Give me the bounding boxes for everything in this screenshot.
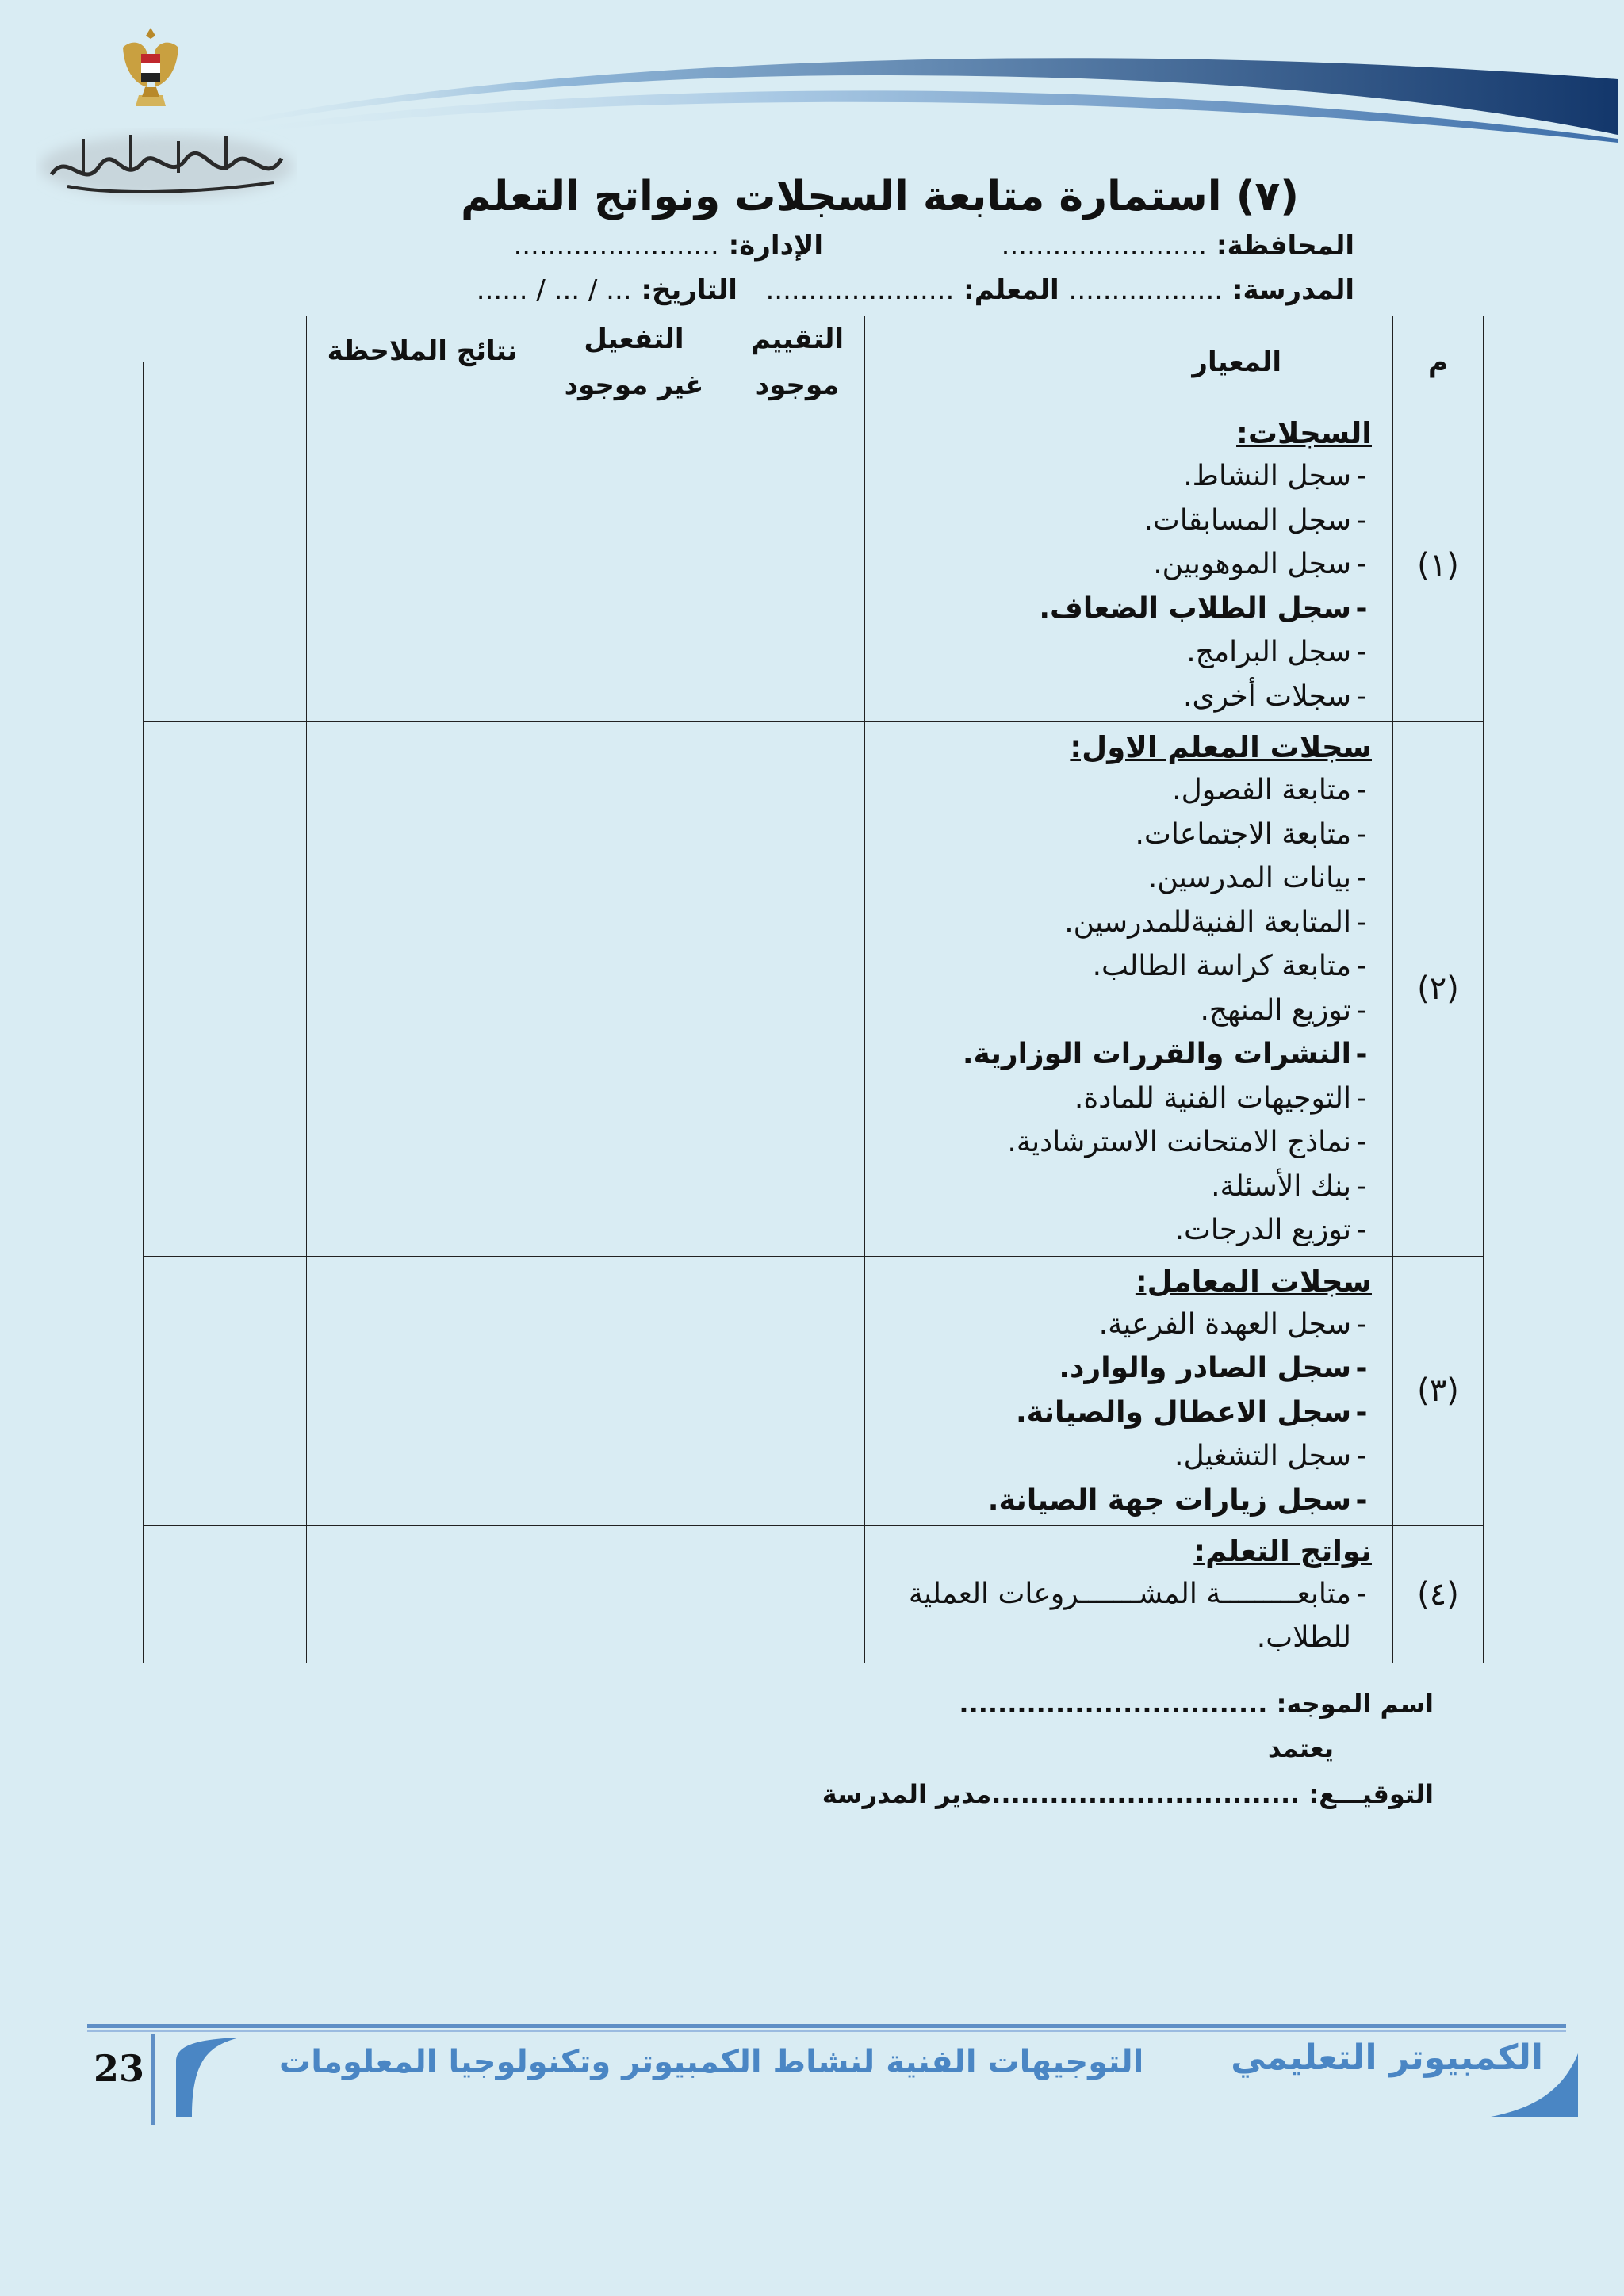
results-cell[interactable] (307, 722, 538, 1257)
school-label: المدرسة: (1231, 274, 1354, 306)
teacher-field[interactable]: ...................... (765, 274, 955, 306)
teacher-label: المعلم: (963, 274, 1059, 306)
header-blank (144, 362, 307, 408)
criterion-item: -متابعة الفصول. (1172, 774, 1367, 806)
criterion-cell (865, 722, 1393, 1257)
header-activation: التفعيل (538, 316, 730, 362)
footer-center-text: التوجيهات الفنية لنشاط الكمبيوتر وتكنولوجيا المعلومات (279, 2044, 1144, 2080)
criterion-cell (865, 408, 1393, 722)
approve-label: يعتمد (1267, 1733, 1334, 1763)
results-cell[interactable] (307, 1256, 538, 1526)
table-row (144, 1526, 1484, 1663)
activation-cell[interactable] (538, 722, 730, 1257)
criterion-item: -توزيع المنهج. (1200, 993, 1367, 1027)
extra-cell[interactable] (144, 1256, 307, 1526)
school-field[interactable]: .................. (1068, 274, 1224, 306)
date-label: التاريخ: (641, 274, 737, 306)
activation-cell[interactable] (538, 408, 730, 722)
table-row (144, 722, 1484, 1257)
header-results: نتائج الملاحظة (307, 316, 538, 408)
footer-corner-left-icon (176, 2038, 239, 2117)
administration-line (513, 230, 823, 262)
evaluation-cell[interactable] (730, 408, 865, 722)
criterion-item: -سجل الموهوبين. (1153, 548, 1367, 580)
criterion-item: -التوجيهات الفنية للمادة. (1074, 1081, 1367, 1115)
governorate-field[interactable]: ........................ (1001, 230, 1208, 262)
date-field[interactable]: ... / ... / ...... (476, 274, 632, 306)
signature-label: التوقيـــع: (1308, 1779, 1434, 1809)
extra-cell[interactable] (144, 1526, 307, 1663)
criterion-heading: السجلات: (1236, 416, 1372, 450)
criterion-item: -متابعة كراسة الطالب. (1092, 950, 1367, 982)
criterion-item: -نماذج الامتحانت الاسترشادية. (1007, 1126, 1367, 1158)
header-evaluation: التقييم (730, 316, 865, 362)
supervisor-field[interactable]: ................................ (959, 1689, 1268, 1719)
criterion-item: - متابعـــــــــة المشـــــــروعات العملية للطلاب. (908, 1578, 1367, 1654)
footer-right-text: الكمبيوتر التعليمي (1231, 2038, 1543, 2078)
ministry-logo (36, 119, 297, 206)
criterion-item: -سجل الصادر والوارد. (1059, 1352, 1368, 1384)
criterion-item: -سجل النشاط. (1183, 460, 1367, 492)
criterion-item: -بنك الأسئلة. (1211, 1169, 1367, 1203)
header-criterion: المعيار (865, 316, 1393, 408)
criterion-heading: سجلات المعامل: (1135, 1264, 1372, 1299)
criterion-item: -سجل العهدة الفرعية. (1098, 1307, 1367, 1341)
signature-line (822, 1779, 1434, 1809)
criterion-item: -بيانات المدرسين. (1147, 862, 1367, 894)
records-table (143, 316, 1484, 1663)
table-row (144, 1256, 1484, 1526)
header-activation-sub: غير موجود (538, 362, 730, 408)
footer-rule (87, 2024, 1566, 2028)
criterion-heading: نواتج التعلم: (1193, 1534, 1372, 1568)
row-number: (٤) (1393, 1526, 1484, 1663)
activation-cell[interactable] (538, 1256, 730, 1526)
evaluation-cell[interactable] (730, 1526, 865, 1663)
criterion-item: -سجل زيارات جهة الصيانة. (987, 1483, 1368, 1517)
table-row (144, 408, 1484, 722)
evaluation-cell[interactable] (730, 722, 865, 1257)
header-blank-top (144, 316, 307, 362)
criterion-cell (865, 1256, 1393, 1526)
extra-cell[interactable] (144, 408, 307, 722)
criterion-item: -سجل الطلاب الضعاف. (1039, 591, 1368, 625)
footer-rule-thin (87, 2030, 1566, 2032)
results-cell[interactable] (307, 408, 538, 722)
row-number: (٣) (1393, 1256, 1484, 1526)
extra-cell[interactable] (144, 722, 307, 1257)
criterion-item: -سجل المسابقات. (1143, 503, 1367, 537)
criterion-cell (865, 1526, 1393, 1663)
governorate-label: المحافظة: (1216, 230, 1354, 262)
administration-label: الإدارة: (728, 230, 823, 262)
form-title: (٧) استمارة متابعة السجلات ونواتج التعلم (460, 173, 1299, 220)
criterion-item: -سجل الاعطال والصيانة. (1015, 1395, 1368, 1429)
criterion-item: -متابعة الاجتماعات. (1135, 817, 1367, 851)
criterion-item: -سجل البرامج. (1186, 636, 1367, 668)
supervisor-label: اسم الموجه: (1276, 1689, 1434, 1719)
criterion-item: -المتابعة الفنيةللمدرسين. (1064, 905, 1367, 939)
row-number: (٢) (1393, 722, 1484, 1257)
criterion-item: -توزيع الدرجات. (1174, 1214, 1367, 1246)
egypt-eagle-emblem (115, 24, 186, 123)
criterion-item: -سجل التشغيل. (1174, 1440, 1367, 1472)
header-evaluation-sub: موجود (730, 362, 865, 408)
results-cell[interactable] (307, 1526, 538, 1663)
row-number: (١) (1393, 408, 1484, 722)
criterion-heading: سجلات المعلم الاول: (1070, 730, 1372, 764)
administration-field[interactable]: ........................ (513, 230, 719, 262)
criterion-item: -النشرات والقررات الوزارية. (962, 1038, 1368, 1070)
signature-field[interactable]: ................................ (991, 1779, 1300, 1809)
school-teacher-date-line (477, 274, 1354, 306)
supervisor-line (959, 1689, 1434, 1719)
principal-label: مدير المدرسة (822, 1779, 992, 1809)
header-num: م (1393, 316, 1484, 408)
page-number: 23 (94, 2047, 145, 2090)
criterion-item: -سجلات أخرى. (1183, 679, 1367, 713)
governorate-line (1002, 230, 1354, 262)
activation-cell[interactable] (538, 1526, 730, 1663)
evaluation-cell[interactable] (730, 1256, 865, 1526)
footer-divider (151, 2034, 155, 2125)
